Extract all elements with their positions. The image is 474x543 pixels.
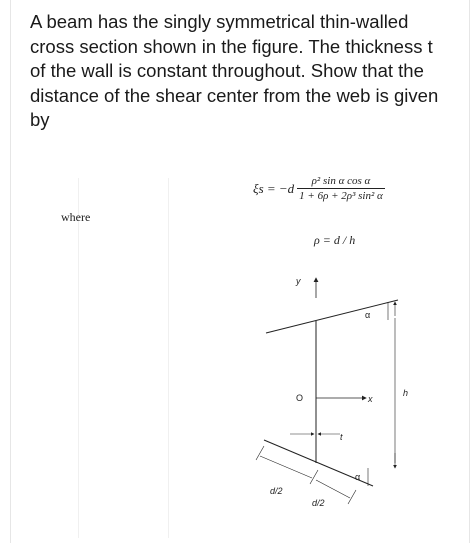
question-line: by <box>30 109 50 130</box>
rho-definition: ρ = d / h <box>314 233 356 247</box>
x-axis-label: x <box>368 394 373 404</box>
top-flange <box>266 300 398 333</box>
question-line: cross section shown in the figure. The thickness t <box>30 35 433 57</box>
angle-label-top: α <box>365 310 371 320</box>
cross-section-figure <box>248 268 428 528</box>
equation-numerator: ρ² sin α cos α <box>311 175 371 187</box>
flange-dim-tick-right <box>348 490 356 504</box>
height-label: h <box>403 388 409 398</box>
question-line: distance of the shear center from the web is given <box>30 84 439 106</box>
half-flange-label-right: d/2 <box>312 498 325 508</box>
flange-dim-tick-mid <box>310 470 318 484</box>
scan-line <box>78 178 79 538</box>
where-label: where <box>61 210 91 224</box>
scan-line <box>168 178 169 538</box>
flange-dim-tick-left <box>256 446 264 460</box>
origin-label: O <box>296 393 304 403</box>
thickness-label: t <box>340 432 343 442</box>
equation-denominator: 1 + 6ρ + 2ρ³ sin² α <box>299 190 383 202</box>
flange-dim-line-right <box>316 480 350 498</box>
equation-lhs: ξs = −d <box>253 180 295 196</box>
fraction-bar <box>297 188 385 189</box>
flange-dim-line-left <box>260 456 312 478</box>
question-line: A beam has the singly symmetrical thin-walled <box>30 11 409 32</box>
cross-section-diagram <box>248 268 428 528</box>
shear-center-equation <box>253 175 385 202</box>
y-axis-label: y <box>296 276 301 286</box>
equation-fraction <box>297 175 385 202</box>
question-line: of the wall is constant throughout. Show that the <box>30 60 424 81</box>
angle-label-bottom: α <box>355 472 361 482</box>
question-text <box>30 10 450 133</box>
half-flange-label-left: d/2 <box>270 486 283 496</box>
